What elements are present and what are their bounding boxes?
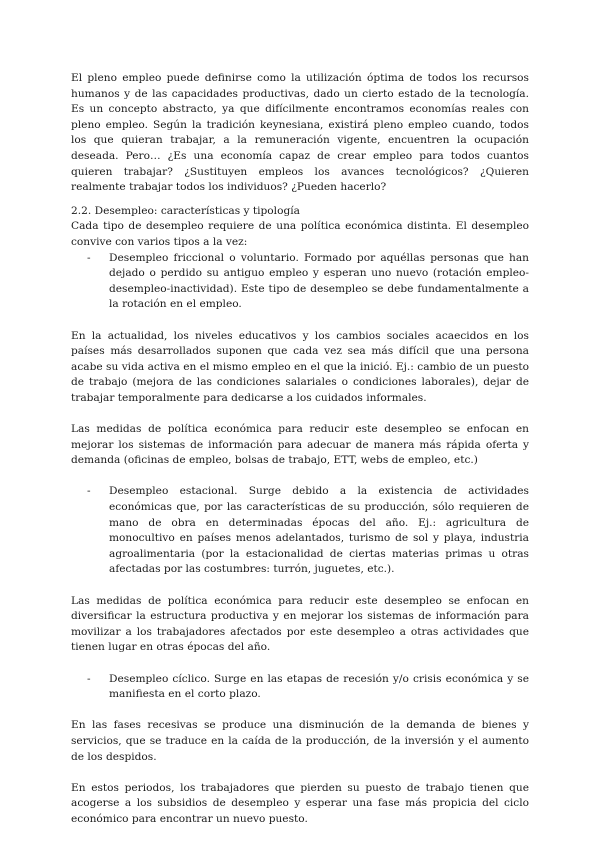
paragraph-fases-recesivas: En las fases recesivas se produce una disminución de la demanda de bienes y servicios, que se traduce en la caída de la producción, de la inversión y el aumento de los despidos.: [71, 719, 529, 763]
list-item: [71, 484, 529, 578]
list-estacional: [71, 484, 529, 578]
paragraph-actualidad: En la actualidad, los niveles educativos y los cambios sociales acaecidos en los países más desarrollados suponen que cada vez sea más difícil que una persona acabe su vida activa en el mismo empleo en el que la inició. Ej.: cambio de un puesto de trabajo (mejora de las condiciones salariales o condiciones laborales), dejar de trabajar temporalmente para dedicarse a los cuidados informales.: [71, 329, 529, 404]
list-item-text: Desempleo cíclico. Surge en las etapas de recesión y/o crisis económica y se manifiesta en el corto plazo.: [109, 672, 529, 701]
dash-bullet: -: [87, 251, 91, 264]
paragraph-tipos-desempleo: Cada tipo de desempleo requiere de una política económica distinta. El desempleo convive con varios tipos a la vez:: [71, 220, 529, 248]
list-item-text: Desempleo estacional. Surge debido a la existencia de actividades económicas que, por las características de su producción, sólo requieren de mano de obra en determinadas épocas del año. Ej.: agricultura de monocultivo en países menos adelantados, turismo de sol y playa, industria agroalimentaria (por la estacionalidad de ciertas materias primas u otras afectadas por las costumbres: turrón, juguetes, etc.).: [109, 485, 529, 576]
list-ciclico: [71, 672, 529, 703]
list-item-text: Desempleo friccional o voluntario. Formado por aquéllas personas que han dejado o perdido su antiguo empleo y esperan uno nuevo (rotación empleo-desempleo-inactividad). Este tipo de desempleo se debe fundamentalmente a la rotación en el empleo.: [109, 251, 529, 311]
list-friccional: [71, 251, 529, 313]
dash-bullet: -: [87, 672, 91, 685]
paragraph-periodos: En estos periodos, los trabajadores que pierden su puesto de trabajo tienen que acogerse a los subsidios de desempleo y esperar una fase más propicia del ciclo económico para encontrar un nuevo puesto.: [71, 781, 529, 825]
section-heading: 2.2. Desempleo: características y tipología: [71, 204, 300, 217]
paragraph-pleno-empleo: El pleno empleo puede definirse como la utilización óptima de todos los recursos humanos y de las capacidades productivas, dado un cierto estado de la tecnología. Es un concepto abstracto, ya que difícilmente encontramos economías reales con pleno empleo. Según la tradición keynesiana, existirá pleno empleo cuando, todos los que quieran trabajar, a la remuneración vigente, encuentren la ocupación deseada. Pero… ¿Es una economía capaz de crear empleo para todos cuantos quieren trabajar? ¿Sustituyen empleos los avances tecnológicos? ¿Quieren realmente trabajar todos los individuos? ¿Pueden hacerlo?: [71, 72, 529, 194]
dash-bullet: -: [87, 485, 91, 498]
paragraph-medidas-friccional: Las medidas de política económica para reducir este desempleo se enfocan en mejorar los sistemas de información para adecuar de manera más rápida oferta y demanda (oficinas de empleo, bolsas de trabajo, ETT, webs de empleo, etc.): [71, 423, 529, 467]
list-item: [71, 672, 529, 703]
paragraph-medidas-estacional: Las medidas de política económica para reducir este desempleo se enfocan en diversificar la estructura productiva y en mejorar los sistemas de información para movilizar a los trabajadores afectados por este desempleo a otras actividades que tienen lugar en otras épocas del año.: [71, 594, 529, 654]
list-item: [71, 251, 529, 313]
